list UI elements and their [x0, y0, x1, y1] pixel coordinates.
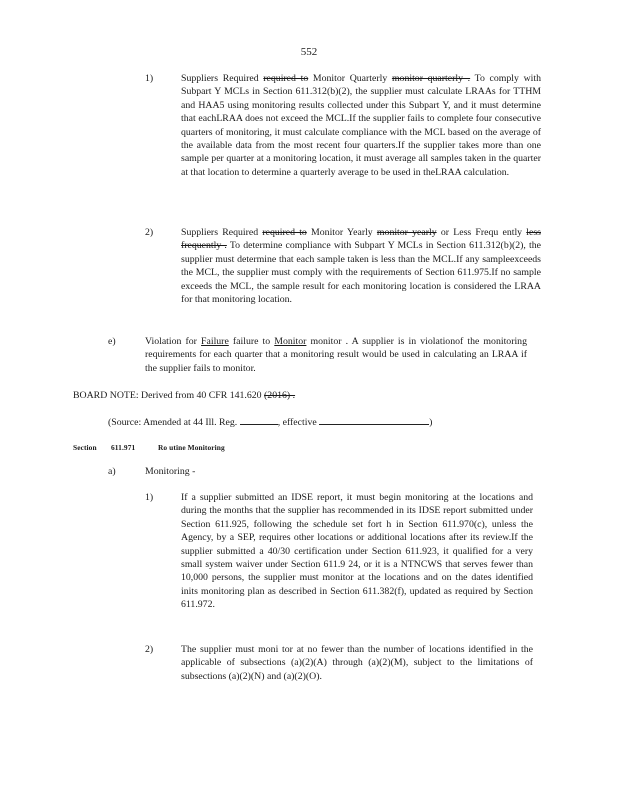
item-e-label: e) — [108, 336, 116, 347]
item-e-underline-failure: Failure — [201, 336, 229, 347]
item-2-struck-monitor-yearly: monitor yearly — [376, 227, 437, 238]
subsection-a-item-2-label: 2) — [145, 644, 154, 655]
item-e-text-a: Violation for — [145, 336, 202, 347]
subsection-a-item-1-label: 1) — [145, 492, 154, 503]
item-2-text-d: To determine compliance with Subpart Y MCLs in Section 611.312(b)(2), the supplier must determine that each sample taken is less than the MCL.If any sampleexceeds the MCL, the supplier must comply with the requirements of Section 611.975.If no sample exceeds the MCL, the sample result for each monitoring location is considered the LRAA for that monitoring location. — [181, 240, 541, 306]
item-e-paragraph — [145, 335, 527, 375]
item-e-text-c: monitor . A supplier is in violationof the monitoring requirements for each quarter that a monitoring result would be used in calculating an LRAA if the supplier fails to monitor. — [145, 336, 527, 374]
subsection-a-heading — [145, 465, 345, 478]
item-1-struck-required-to: required to — [263, 73, 309, 84]
subsection-a-label: a) — [108, 466, 116, 477]
item-2-label: 2) — [145, 227, 154, 238]
item-1-text-b: Monitor Quarterly — [308, 73, 392, 84]
board-note — [73, 389, 533, 402]
item-1-text-c: To comply with Subpart Y MCLs in Section 611.312(b)(2), the supplier must calculate LRAAs for TTHM and HAA5 using monitoring results collected under this Subpart Y, and it must determine that eachLRAA does not exceed the MCL.If the supplier fails to complete four consecutive quarters of monitoring, it must calculate compliance with the MCL based on the average of the available data from the most recent four quarters.If the supplier takes more than one sample per quarter at a monitoring location, it must average all samples taken in the quarter at that location to determine a quarterly average to be used in theLRAA calculation. — [181, 73, 542, 178]
item-2-text-a: Suppliers Required — [181, 227, 263, 238]
item-2-struck-required-to: required to — [262, 227, 307, 238]
board-note-struck-year: (2016) . — [264, 390, 296, 401]
section-number: 611.971 — [111, 443, 136, 452]
item-1-paragraph — [181, 72, 541, 179]
item-1-text-a: Suppliers Required — [181, 73, 264, 84]
item-1-struck-monitor-quarterly: monitor quarterly . — [391, 73, 471, 84]
item-2-struck-less-frequently: less frequently . — [181, 227, 541, 252]
subsection-a-item-2-paragraph: The supplier must moni tor at no fewer than the number of locations identified in the applicable of subsections (a)(2)(A) through (a)(2)(M), subject to the limitations of subsections (a)(2)(N) and (a)(2)(O). — [181, 644, 533, 682]
source-effective-blank — [319, 414, 429, 425]
section-title: Ro utine Monitoring — [158, 443, 225, 452]
subsection-a-title-suffix: - — [189, 466, 196, 477]
source-line — [108, 414, 548, 429]
source-amended-text: (Source: Amended at 44 Ill. Reg. — [108, 417, 238, 428]
item-e-underline-monitor: Monitor — [274, 336, 307, 347]
subsection-a-title: Monitoring — [145, 466, 190, 477]
page-number: 552 — [300, 46, 318, 58]
section-label: Section — [73, 443, 97, 452]
subsection-a-item-1-paragraph: If a supplier submitted an IDSE report, it must begin monitoring at the locations and during the months that the supplier has recommended in its IDSE report submitted under Section 611.925, following the schedule set fort h in Section 611.970(c), unless the Agency, by a SEP, requires other locations or additional locations after its review.If the supplier submitted a 40/30 certification under Section 611.923, it qualified for a very small system waiver under Section 611.9 24, or it is a NTNCWS that serves fewer than 10,000 persons, the supplier must monitor at the locations and on the dates identified inits monitoring plan as described in Section 611.382(f), updated as required by Section 611.972. — [181, 492, 533, 611]
source-close-paren: ) — [429, 417, 433, 428]
board-note-text: BOARD NOTE: Derived from 40 CFR 141.620 — [73, 390, 265, 401]
item-2-text-b: Monitor Yearly — [306, 227, 377, 238]
source-reg-blank — [240, 414, 278, 425]
item-2-text-c: or Less Frequ ently — [436, 227, 527, 238]
item-2-paragraph — [181, 226, 541, 306]
item-1-label: 1) — [145, 73, 154, 84]
source-effective-text: , effective — [277, 417, 317, 428]
item-e-text-b: failure to — [228, 336, 275, 347]
